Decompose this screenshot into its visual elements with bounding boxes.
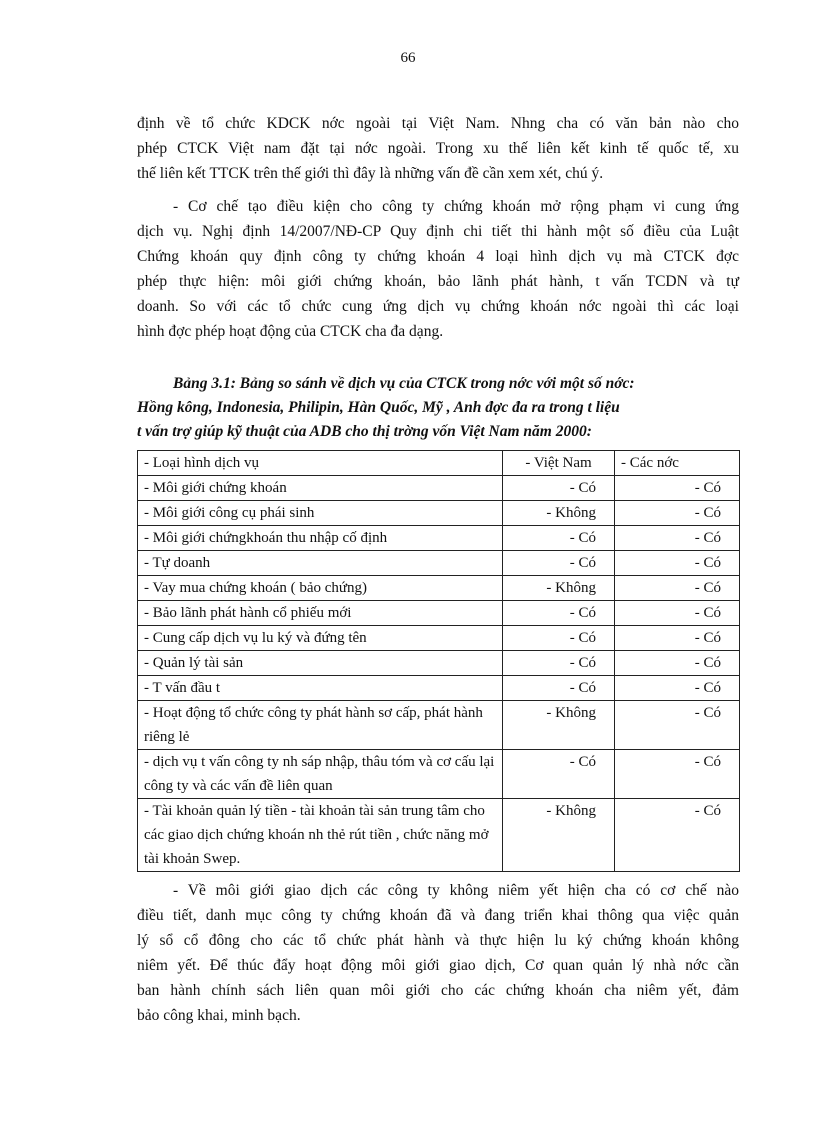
service-cell: - Môi giới chứng khoán [138, 476, 503, 501]
vietnam-cell: - Không [503, 501, 615, 526]
service-cell: - Quản lý tài sản [138, 651, 503, 676]
other-countries-cell: - Có [615, 526, 740, 551]
vietnam-cell: - Không [503, 576, 615, 601]
other-countries-cell: - Có [615, 476, 740, 501]
other-countries-cell: - Có [615, 750, 740, 799]
service-cell: - Cung cấp dịch vụ lu ký và đứng tên [138, 626, 503, 651]
table-row [138, 501, 740, 526]
table-row [138, 676, 740, 701]
service-cell: - Vay mua chứng khoán ( bảo chứng) [138, 576, 503, 601]
vietnam-cell: - Không [503, 701, 615, 750]
table-row [138, 701, 740, 750]
paragraph-line: Chứng khoán quy định công ty chứng khoán 4 loại hình dịch vụ mà CTCK đợc [137, 248, 739, 265]
vietnam-cell: - Có [503, 526, 615, 551]
vietnam-cell: - Có [503, 476, 615, 501]
paragraph-line: ban hành chính sách liên quan môi giới cho các chứng khoán cha niêm yết, đảm [137, 982, 739, 999]
caption-line: t vấn trợ giúp kỹ thuật của ADB cho thị trờng vốn Việt Nam năm 2000: [137, 423, 592, 440]
service-cell: - T vấn đầu t [138, 676, 503, 701]
paragraph-line: định về tổ chức KDCK nớc ngoài tại Việt Nam. Nhng cha có văn bản nào cho [137, 115, 739, 132]
services-paragraph [137, 194, 739, 344]
service-cell: - Hoạt động tổ chức công ty phát hành sơ cấp, phát hành riêng lẻ [138, 701, 503, 750]
service-cell: - Tự doanh [138, 551, 503, 576]
table-caption [137, 372, 739, 444]
header-service-type: - Loại hình dịch vụ [138, 451, 503, 476]
table-row [138, 750, 740, 799]
paragraph-line: phép CTCK Việt nam đặt tại nớc ngoài. Trong xu thế liên kết kinh tế quốc tế, xu [137, 140, 739, 157]
intro-paragraph [137, 111, 739, 186]
vietnam-cell: - Có [503, 676, 615, 701]
service-cell: - dịch vụ t vấn công ty nh sáp nhập, thâu tóm và cơ cấu lại công ty và các vấn đề liên quan [138, 750, 503, 799]
paragraph-line: dịch vụ. Nghị định 14/2007/NĐ-CP Quy định chi tiết thi hành một số điều của Luật [137, 223, 739, 240]
other-countries-cell: - Có [615, 551, 740, 576]
table-row [138, 799, 740, 872]
vietnam-cell: - Có [503, 750, 615, 799]
unlisted-brokerage-paragraph [137, 878, 739, 1028]
paragraph-line: doanh. So với các tổ chức cung ứng dịch vụ chứng khoán nớc ngoài thì các loại [137, 298, 739, 315]
other-countries-cell: - Có [615, 799, 740, 872]
paragraph-line: niêm yết. Để thúc đẩy hoạt động môi giới giao dịch, Cơ quan quản lý nhà nớc cần [137, 957, 739, 974]
vietnam-cell: - Có [503, 626, 615, 651]
service-cell: - Tài khoản quản lý tiền - tài khoản tài sản trung tâm cho các giao dịch chứng khoán nh thẻ rút tiền , chức năng mở tài khoản Swep. [138, 799, 503, 872]
table-row [138, 626, 740, 651]
other-countries-cell: - Có [615, 626, 740, 651]
services-comparison-table [137, 450, 740, 872]
service-cell: - Môi giới chứngkhoán thu nhập cố định [138, 526, 503, 551]
table-row [138, 601, 740, 626]
page-content [137, 111, 739, 1036]
paragraph-line: - Cơ chế tạo điều kiện cho công ty chứng khoán mở rộng phạm vi cung ứng [173, 198, 739, 215]
table-row [138, 526, 740, 551]
other-countries-cell: - Có [615, 676, 740, 701]
service-cell: - Bảo lãnh phát hành cổ phiếu mới [138, 601, 503, 626]
caption-line: Bảng 3.1: Bảng so sánh về dịch vụ của CTCK trong nớc với một số nớc: [173, 375, 635, 392]
table-row [138, 576, 740, 601]
table-row [138, 476, 740, 501]
vietnam-cell: - Có [503, 651, 615, 676]
paragraph-line: - Về môi giới giao dịch các công ty không niêm yết hiện cha có cơ chế nào [173, 882, 739, 899]
vietnam-cell: - Không [503, 799, 615, 872]
other-countries-cell: - Có [615, 501, 740, 526]
service-cell: - Môi giới công cụ phái sinh [138, 501, 503, 526]
page-number: 66 [400, 50, 416, 66]
header-other-countries: - Các nớc [615, 451, 740, 476]
other-countries-cell: - Có [615, 576, 740, 601]
table-row [138, 551, 740, 576]
other-countries-cell: - Có [615, 601, 740, 626]
paragraph-line: bảo công khai, minh bạch. [137, 1007, 301, 1024]
table-header-row [138, 451, 740, 476]
vietnam-cell: - Có [503, 551, 615, 576]
paragraph-line: lý sổ cổ đông cho các tổ chức phát hành và thực hiện lu ký chứng khoán không [137, 932, 739, 949]
paragraph-line: thế liên kết TTCK trên thế giới thì đây là những vấn đề cần xem xét, chú ý. [137, 165, 604, 182]
caption-line: Hồng kông, Indonesia, Philipin, Hàn Quốc, Mỹ , Anh đợc đa ra trong t liệu [137, 399, 620, 416]
header-vietnam: - Việt Nam [503, 451, 615, 476]
paragraph-line: hình đợc phép hoạt động của CTCK cha đa dạng. [137, 323, 444, 340]
paragraph-line: phép thực hiện: môi giới chứng khoán, bảo lãnh phát hành, t vấn TCDN và tự [137, 273, 739, 290]
other-countries-cell: - Có [615, 651, 740, 676]
vietnam-cell: - Có [503, 601, 615, 626]
other-countries-cell: - Có [615, 701, 740, 750]
paragraph-line: điều tiết, danh mục công ty chứng khoán đã và đang triển khai thông qua việc quản [137, 907, 739, 924]
table-row [138, 651, 740, 676]
